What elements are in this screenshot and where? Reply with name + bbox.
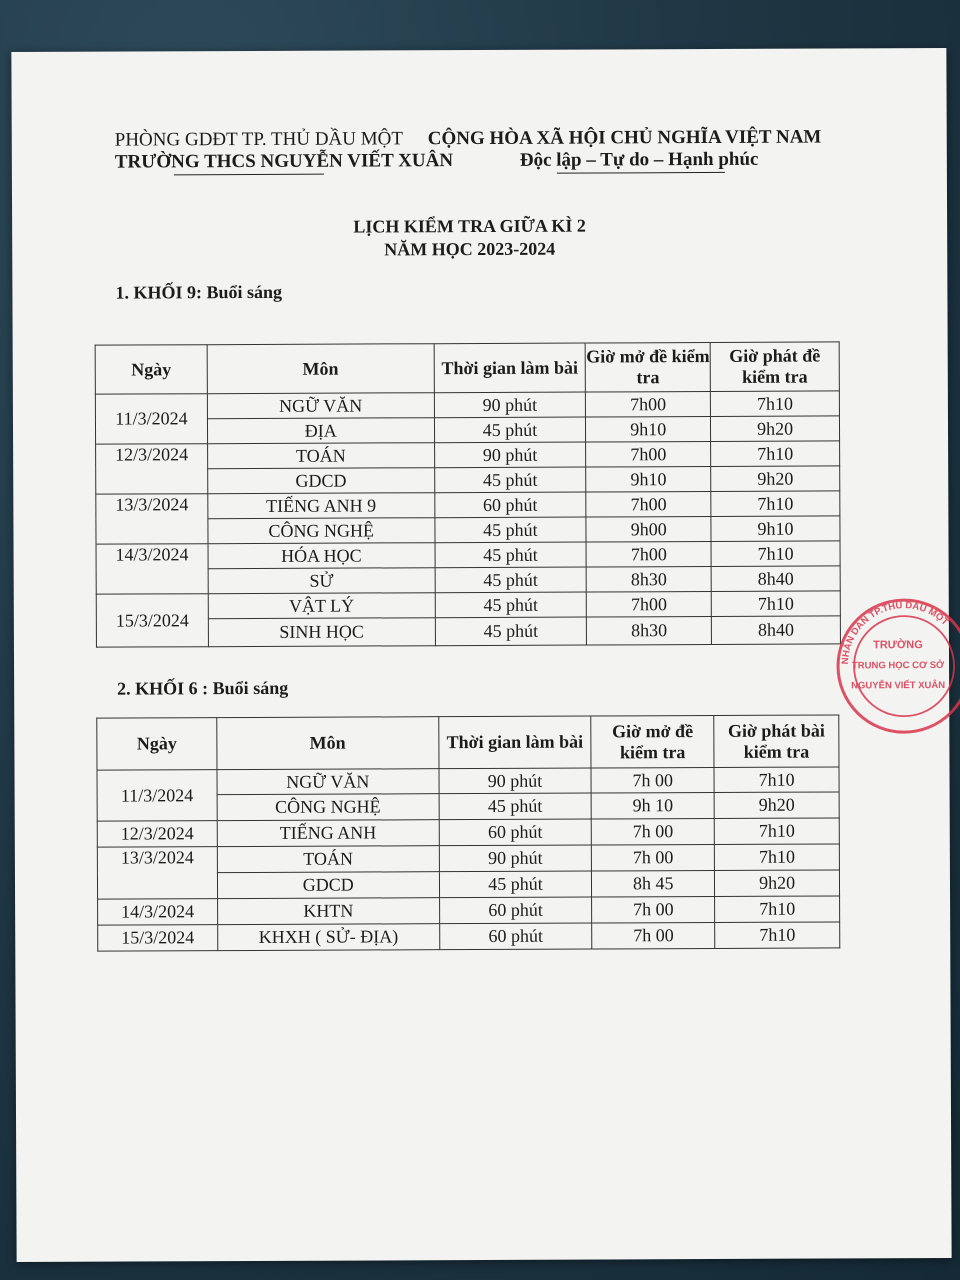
school-underline	[174, 174, 324, 176]
date-cell: 14/3/2024	[98, 899, 218, 926]
stamp-line-1: TRƯỜNG	[873, 639, 923, 652]
table-row	[95, 391, 839, 419]
subject-cell: TOÁN	[217, 846, 439, 873]
open-time-cell: 9h10	[586, 466, 711, 492]
school-year: NĂM HỌC 2023-2024	[384, 238, 556, 260]
issue-time-cell: 7h10	[714, 844, 839, 871]
column-header: Giờ mở đề kiểm tra	[585, 342, 710, 392]
table-row	[97, 818, 839, 847]
duration-cell: 45 phút	[435, 592, 587, 618]
subject-cell: TIẾNG ANH	[217, 820, 439, 847]
school-name-text: TRƯỜNG THCS NGUYỄN VIẾT XUÂN	[114, 150, 454, 173]
open-time-cell: 7h 00	[592, 896, 715, 923]
duration-cell: 45 phút	[435, 567, 587, 593]
subject-cell: SINH HỌC	[208, 618, 435, 647]
subject-cell: VẬT LÝ	[208, 593, 435, 619]
issue-time-cell: 7h10	[714, 818, 839, 845]
department-name: PHÒNG GDĐT TP. THỦ DẦU MỘT	[114, 128, 403, 151]
table-row	[96, 491, 840, 519]
date-cell: 13/3/2024	[96, 494, 208, 544]
open-time-cell: 7h 00	[592, 844, 715, 871]
table-row	[96, 591, 840, 619]
duration-cell: 45 phút	[434, 517, 586, 543]
motto-underline	[557, 172, 725, 174]
issue-time-cell: 7h10	[714, 767, 839, 793]
subject-cell: HÓA HỌC	[208, 543, 435, 569]
subject-cell: CÔNG NGHỆ	[208, 518, 435, 544]
open-time-cell: 7h 00	[592, 818, 715, 845]
subject-cell: GDCD	[208, 468, 435, 494]
column-header: Môn	[207, 344, 434, 394]
issue-time-cell: 7h10	[710, 391, 839, 417]
issue-time-cell: 7h10	[711, 441, 840, 467]
column-header: Thời gian làm bài	[434, 343, 586, 393]
date-cell: 15/3/2024	[96, 594, 208, 647]
open-time-cell: 9h10	[586, 416, 711, 442]
issue-time-cell: 9h10	[711, 516, 840, 542]
column-header: Ngày	[95, 345, 207, 394]
table-row	[96, 541, 840, 569]
open-time-cell: 9h00	[586, 516, 711, 542]
open-time-cell: 7h00	[586, 391, 711, 417]
issue-time-cell: 8h40	[711, 616, 840, 645]
duration-cell: 45 phút	[435, 617, 587, 646]
subject-cell: SỬ	[208, 568, 435, 594]
issue-time-cell: 7h10	[715, 922, 840, 949]
stamp-line-2: TRUNG HỌC CƠ SỞ	[851, 659, 945, 672]
subject-cell: KHXH ( SỬ- ĐỊA)	[218, 924, 440, 951]
schedule-table-grade-6	[96, 714, 840, 951]
table-row	[96, 516, 840, 544]
duration-cell: 60 phút	[439, 819, 592, 846]
issue-time-cell: 8h40	[711, 566, 840, 592]
duration-cell: 45 phút	[439, 793, 592, 820]
table-row	[97, 767, 839, 795]
duration-cell: 60 phút	[439, 923, 592, 950]
subject-cell: NGỮ VĂN	[207, 393, 434, 419]
date-cell: 13/3/2024	[97, 847, 217, 900]
subject-cell: ĐỊA	[207, 418, 434, 444]
school-stamp	[828, 586, 960, 737]
column-header: Môn	[217, 717, 439, 770]
subject-cell: CÔNG NGHỆ	[217, 794, 439, 821]
duration-cell: 90 phút	[434, 442, 586, 468]
column-header: Thời gian làm bài	[438, 716, 591, 769]
table-header-row	[97, 715, 839, 770]
subject-cell: TIẾNG ANH 9	[208, 493, 435, 519]
stamp-line-3: NGUYỄN VIẾT XUÂN	[851, 679, 946, 692]
document-title: LỊCH KIỂM TRA GIỮA KÌ 2	[353, 215, 586, 237]
table-row	[95, 416, 839, 444]
open-time-cell: 7h00	[586, 491, 711, 517]
column-header: Ngày	[97, 718, 217, 771]
open-time-cell: 7h 00	[591, 767, 714, 793]
subject-cell: KHTN	[217, 898, 439, 925]
date-cell: 11/3/2024	[95, 394, 207, 444]
table-row	[98, 896, 840, 925]
section-2-heading: 2. KHỐI 6 : Buổi sáng	[117, 677, 289, 699]
column-header: Giờ phát bài kiểm tra	[714, 715, 839, 768]
table-row	[98, 922, 840, 951]
duration-cell: 45 phút	[434, 417, 586, 443]
section-1-heading: 1. KHỐI 9: Buổi sáng	[115, 281, 283, 303]
table-row	[96, 616, 840, 647]
open-time-cell: 9h 10	[591, 792, 714, 819]
subject-cell: TOÁN	[207, 443, 434, 469]
issue-time-cell: 7h10	[715, 896, 840, 923]
issue-time-cell: 9h20	[714, 792, 839, 819]
date-cell: 15/3/2024	[98, 925, 218, 952]
issue-time-cell: 7h10	[711, 541, 840, 567]
schedule-table-grade-9	[95, 341, 841, 647]
issue-time-cell: 9h20	[715, 870, 840, 897]
duration-cell: 90 phút	[434, 392, 586, 418]
duration-cell: 60 phút	[434, 492, 586, 518]
duration-cell: 45 phút	[434, 467, 586, 493]
subject-cell: NGỮ VĂN	[217, 769, 439, 795]
date-cell: 12/3/2024	[97, 821, 217, 848]
issue-time-cell: 7h10	[711, 491, 840, 517]
document-page	[11, 48, 951, 1262]
column-header: Giờ phát đề kiểm tra	[710, 342, 839, 392]
issue-time-cell: 7h10	[711, 591, 840, 617]
date-cell: 14/3/2024	[96, 544, 208, 594]
open-time-cell: 7h00	[586, 541, 711, 567]
republic-name: CỘNG HÒA XÃ HỘI CHỦ NGHĨA VIỆT NAM	[427, 126, 822, 150]
school-name	[115, 150, 453, 173]
open-time-cell: 8h30	[587, 616, 712, 645]
open-time-cell: 7h 00	[592, 922, 715, 949]
issue-time-cell: 9h20	[711, 466, 840, 492]
table-row	[96, 466, 840, 494]
table-row	[96, 566, 840, 594]
open-time-cell: 8h30	[586, 566, 711, 592]
open-time-cell: 7h00	[586, 441, 711, 467]
open-time-cell: 8h 45	[592, 870, 715, 897]
duration-cell: 90 phút	[439, 845, 592, 872]
date-cell: 12/3/2024	[96, 444, 208, 494]
national-motto: Độc lập – Tự do – Hạnh phúc	[519, 148, 759, 171]
duration-cell: 90 phút	[439, 768, 592, 794]
duration-cell: 45 phút	[439, 871, 592, 898]
stamp-ring-text: NHÂN DÂN TP.THỦ DẦU MỘT	[839, 600, 951, 665]
duration-cell: 60 phút	[439, 897, 592, 924]
column-header: Giờ mở đề kiểm tra	[591, 715, 714, 768]
table-header-row	[95, 342, 839, 394]
table-row	[97, 844, 839, 873]
duration-cell: 45 phút	[435, 542, 587, 568]
date-cell: 11/3/2024	[97, 770, 217, 822]
open-time-cell: 7h00	[587, 591, 712, 617]
table-row	[96, 441, 840, 469]
issue-time-cell: 9h20	[711, 416, 840, 442]
subject-cell: GDCD	[217, 872, 439, 899]
